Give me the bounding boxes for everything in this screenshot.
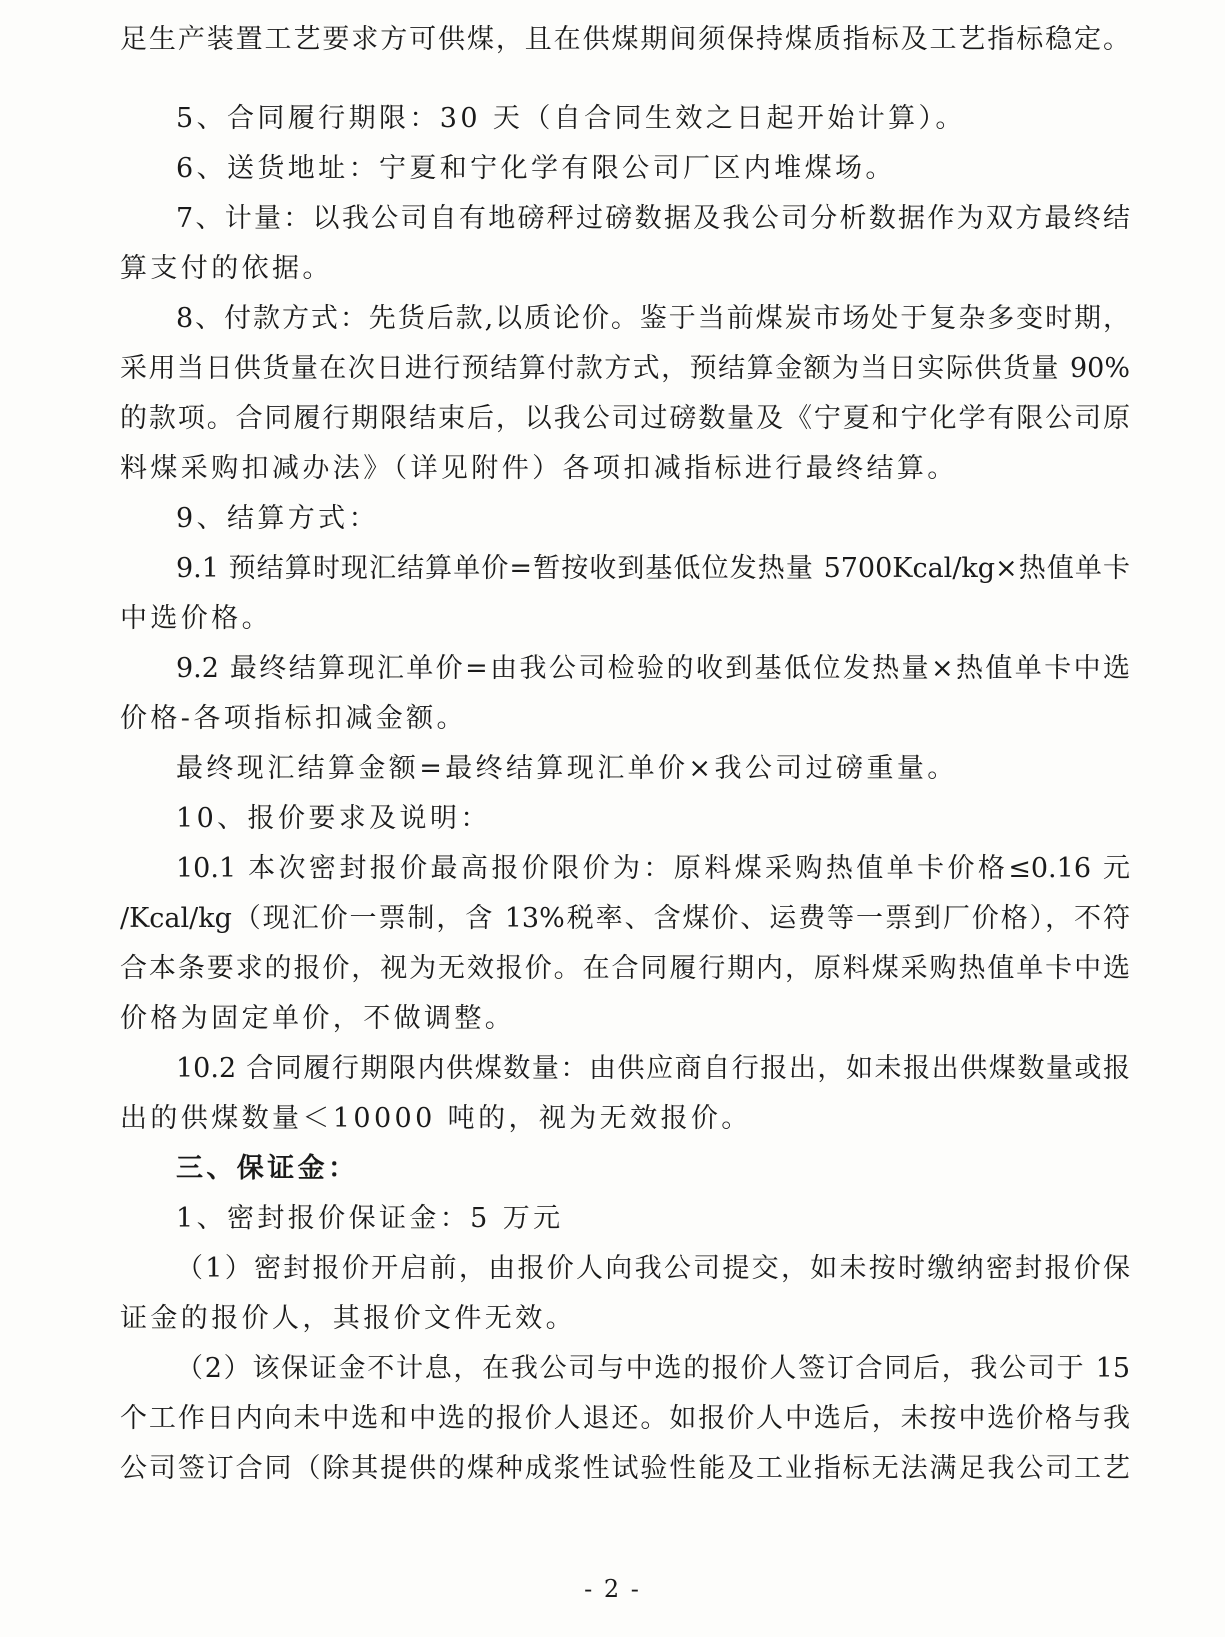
text-line: 个工作日内向未中选和中选的报价人退还。如报价人中选后，未按中选价格与我 [120, 1403, 1130, 1434]
text-line: 公司签订合同（除其提供的煤种成浆性试验性能及工业指标无法满足我公司工艺 [120, 1453, 1130, 1484]
text-line: 证金的报价人，其报价文件无效。 [120, 1303, 576, 1334]
text-line: 10、报价要求及说明： [176, 803, 491, 834]
section-heading: 三、保证金： [176, 1153, 359, 1184]
text-line: 1、密封报价保证金：5 万元 [176, 1203, 564, 1234]
text-line: 的款项。合同履行期限结束后，以我公司过磅数量及《宁夏和宁化学有限公司原 [120, 403, 1130, 434]
text-line: 出的供煤数量＜10000 吨的，视为无效报价。 [120, 1103, 752, 1134]
text-line: 价格为固定单价，不做调整。 [120, 1003, 516, 1034]
text-line: 中选价格。 [120, 603, 272, 634]
text-line: （1）密封报价开启前，由报价人向我公司提交，如未按时缴纳密封报价保 [176, 1253, 1130, 1284]
text-line: 7、计量：以我公司自有地磅秤过磅数据及我公司分析数据作为双方最终结 [176, 203, 1130, 234]
text-line: 料煤采购扣减办法》（详见附件）各项扣减指标进行最终结算。 [120, 453, 958, 484]
text-line: 最终现汇结算金额=最终结算现汇单价×我公司过磅重量。 [176, 753, 958, 784]
text-line: 9.2 最终结算现汇单价=由我公司检验的收到基低位发热量×热值单卡中选 [176, 653, 1130, 684]
text-line: 10.1 本次密封报价最高报价限价为：原料煤采购热值单卡价格≤0.16 元 [176, 853, 1130, 884]
text-line: 5、合同履行期限：30 天（自合同生效之日起开始计算）。 [176, 103, 966, 134]
text-line: （2）该保证金不计息，在我公司与中选的报价人签订合同后，我公司于 15 [176, 1353, 1130, 1384]
text-line: 9、结算方式： [176, 503, 379, 534]
text-line: 足生产装置工艺要求方可供煤，且在供煤期间须保持煤质指标及工艺指标稳定。 [120, 24, 1130, 55]
text-line: 算支付的依据。 [120, 253, 333, 284]
text-line: 价格-各项指标扣减金额。 [120, 703, 467, 734]
text-line: 6、送货地址：宁夏和宁化学有限公司厂区内堆煤场。 [176, 153, 896, 184]
text-line: 9.1 预结算时现汇结算单价=暂按收到基低位发热量 5700Kcal/kg×热值单卡 [176, 553, 1130, 584]
text-line: 8、付款方式：先货后款,以质论价。鉴于当前煤炭市场处于复杂多变时期， [176, 303, 1130, 334]
text-line: 10.2 合同履行期限内供煤数量：由供应商自行报出，如未报出供煤数量或报 [176, 1053, 1130, 1084]
page-number: - 2 - [584, 1575, 641, 1603]
text-line: 采用当日供货量在次日进行预结算付款方式，预结算金额为当日实际供货量 90% [120, 353, 1130, 384]
text-line: 合本条要求的报价，视为无效报价。在合同履行期内，原料煤采购热值单卡中选 [120, 953, 1130, 984]
text-line: /Kcal/kg（现汇价一票制，含 13%税率、含煤价、运费等一票到厂价格），不符 [120, 903, 1130, 934]
